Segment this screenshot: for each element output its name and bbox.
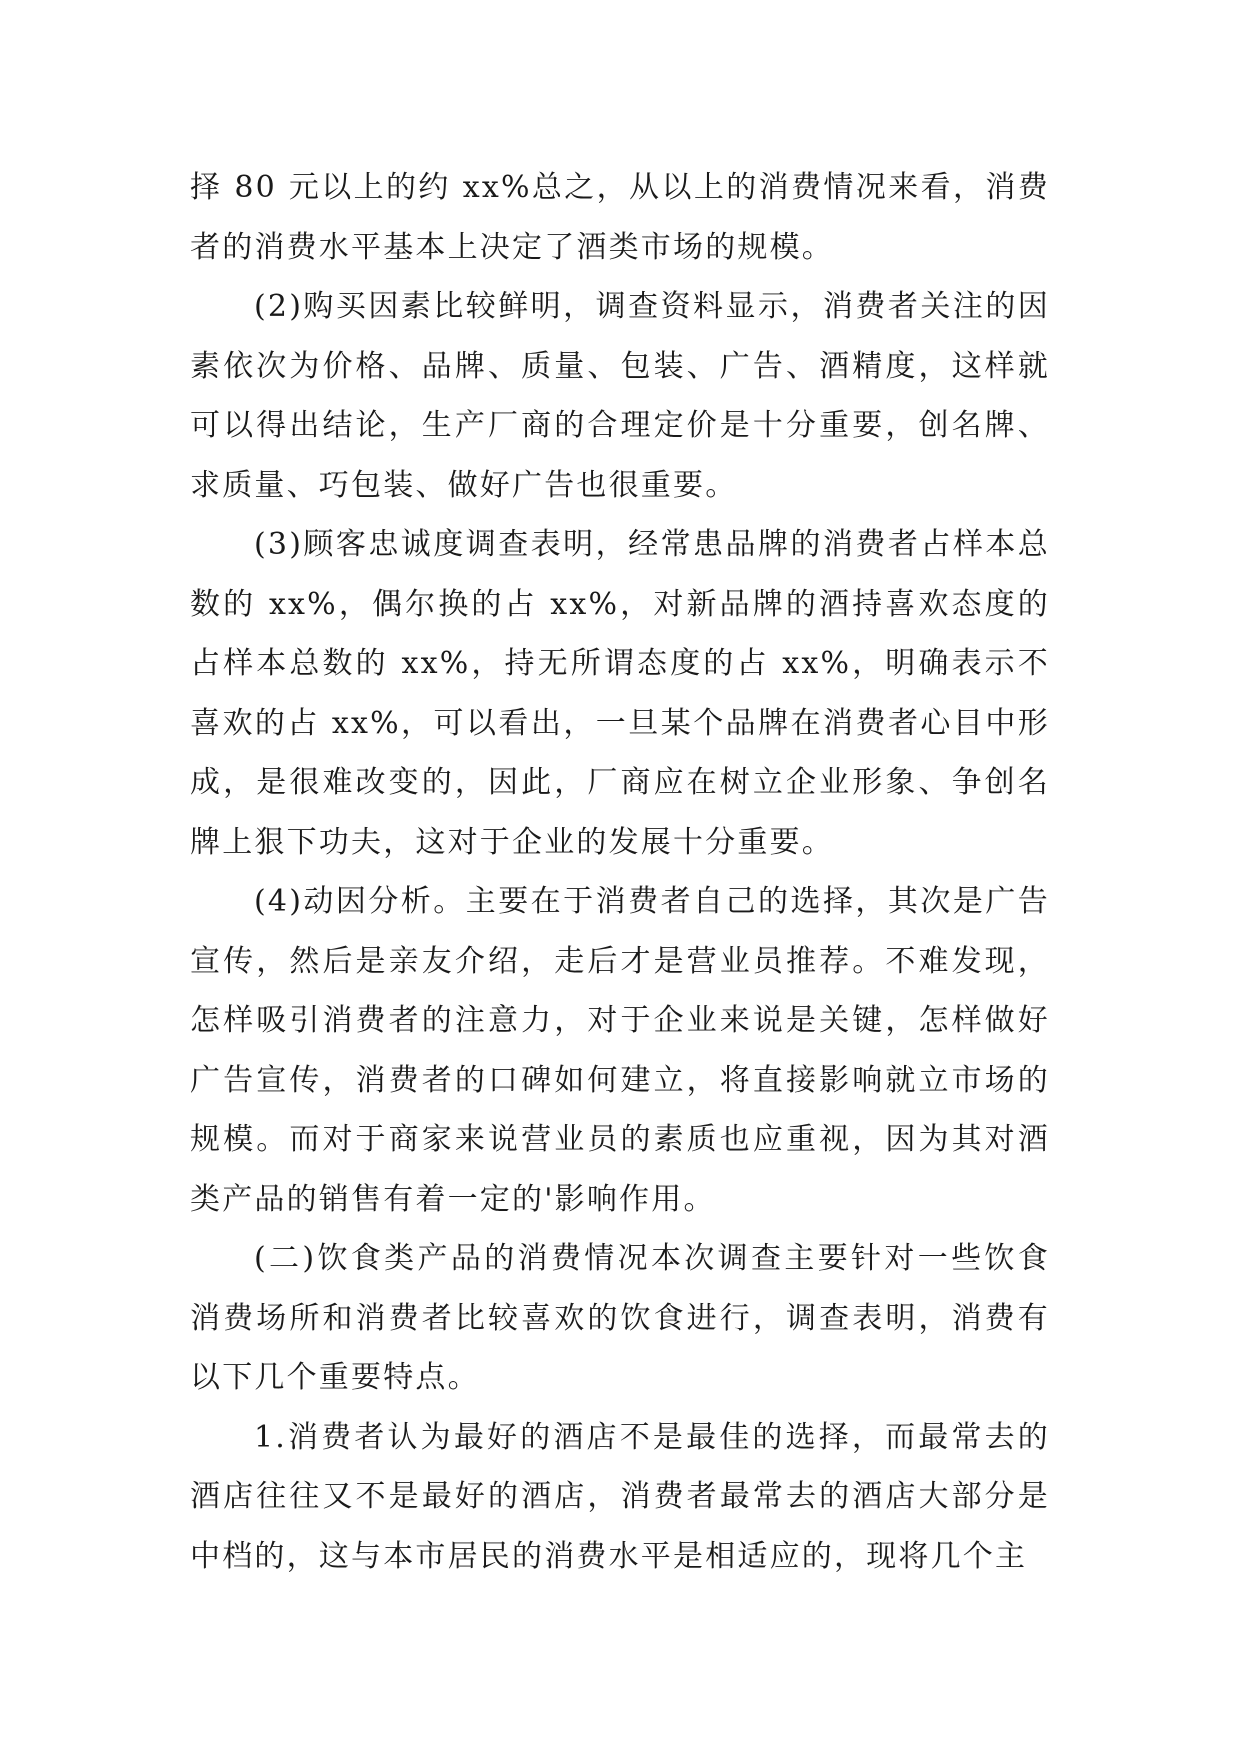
paragraph-food-consumption: (二)饮食类产品的消费情况本次调查主要针对一些饮食消费场所和消费者比较喜欢的饮食进行，调查表明，消费有以下几个重要特点。: [190, 1241, 1050, 1395]
paragraph-restaurant-choice: 1.消费者认为最好的酒店不是最佳的选择，而最常去的酒店往往又不是最好的酒店，消费者最常去的酒店大部分是中档的，这与本市居民的消费水平是相适应的，现将几个主: [190, 1419, 1050, 1574]
paragraph-purchase-factors: (2)购买因素比较鲜明，调查资料显示，消费者关注的因素依次为价格、品牌、质量、包装、广告、酒精度，这样就可以得出结论，生产厂商的合理定价是十分重要，创名牌、求质量、巧包装、做好广告也很重要。: [190, 289, 1050, 503]
document-body: [190, 158, 1050, 1586]
paragraph-motivation-analysis: (4)动因分析。主要在于消费者自己的选择，其次是广告宣传，然后是亲友介绍，走后才是营业员推荐。不难发现，怎样吸引消费者的注意力，对于企业来说是关键，怎样做好广告宣传，消费者的口碑如何建立，将直接影响就立市场的规模。而对于商家来说营业员的素质也应重视，因为其对酒类产品的销售有着一定的'影响作用。: [190, 884, 1050, 1217]
paragraph-consumption-level: 择 80 元以上的约 xx%总之，从以上的消费情况来看，消费者的消费水平基本上决定了酒类市场的规模。: [190, 170, 1050, 265]
paragraph-customer-loyalty: (3)顾客忠诚度调查表明，经常患品牌的消费者占样本总数的 xx%，偶尔换的占 xx%，对新品牌的酒持喜欢态度的占样本总数的 xx%，持无所谓态度的占 xx%，明确表示不喜欢的占 xx%，可以看出，一旦某个品牌在消费者心目中形成，是很难改变的，因此，厂商应在树立企业形象、争创名牌上狠下功夫，这对于企业的发展十分重要。: [190, 527, 1050, 860]
